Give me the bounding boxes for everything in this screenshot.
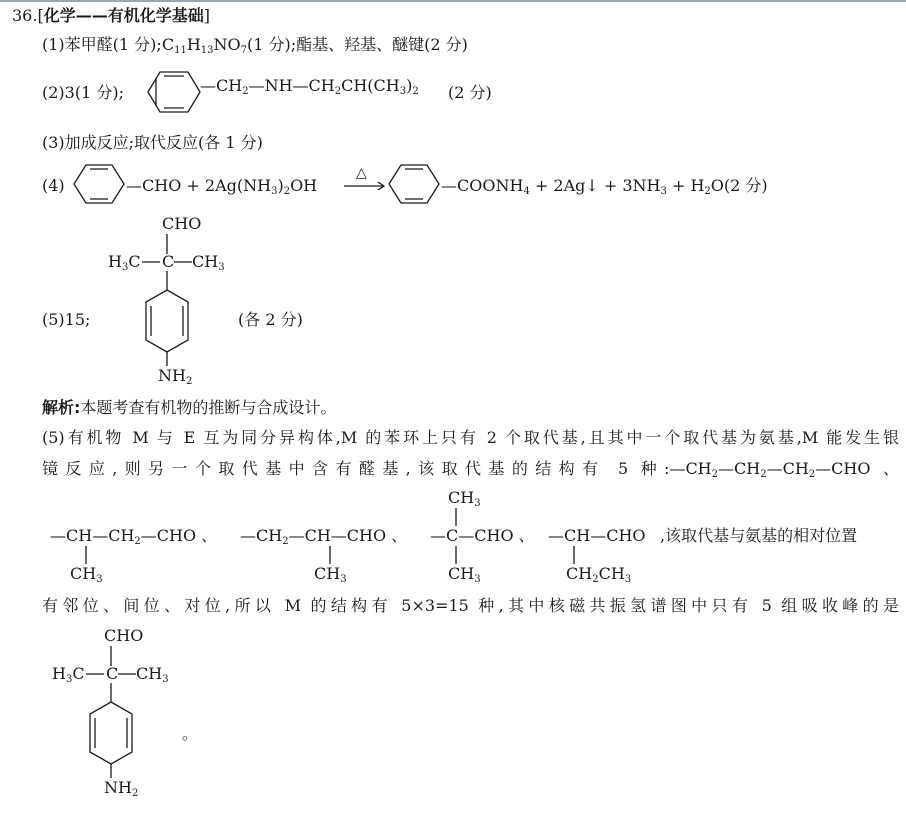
answer-1: (1)苯甲醛(1 分)$;C_{11}H_{13}NO_7(1$ 分);酯基、羟基、醚键(2 分) bbox=[42, 35, 468, 56]
heat-symbol: △ bbox=[356, 165, 367, 181]
analysis-p1-line2: 镜反应,则另一个取代基中含有醛基,该取代基的结构有 5 种$:—CH_2—CH_2—CH_2—CHO$ 、 bbox=[42, 459, 899, 480]
question-header: 36.[化学——有机化学基础] bbox=[12, 6, 210, 25]
substituent-4: —CH—CHO bbox=[548, 526, 646, 545]
final-period: 。 bbox=[182, 724, 199, 743]
final-left-group: $H_3C$ bbox=[52, 664, 85, 685]
answer-5-label: (5)15; bbox=[42, 310, 91, 329]
final-center-c: C bbox=[106, 664, 119, 683]
a5-top-group: CHO bbox=[162, 214, 202, 233]
a5-center-c: C bbox=[162, 252, 175, 271]
analysis-intro: 解析:本题考查有机物的推断与合成设计。 bbox=[42, 398, 337, 417]
substituent-3-top: $CH_3$ bbox=[448, 488, 481, 509]
substituent-2-branch: $CH_3$ bbox=[314, 564, 347, 585]
answer-4-label: (4) bbox=[42, 176, 65, 195]
substituent-1: $—CH—CH_2—CHO$ 、 bbox=[50, 526, 218, 547]
answer-5-score: (各 2 分) bbox=[238, 310, 303, 329]
analysis-label: 解析: bbox=[42, 398, 81, 417]
a5-left-group: $H_3C$ bbox=[108, 252, 141, 273]
answer-3: (3)加成反应;取代反应(各 1 分) bbox=[42, 133, 263, 152]
substituent-4-branch: $CH_2CH_3$ bbox=[566, 564, 632, 585]
analysis-p1-line1: (5)有机物 M 与 E 互为同分异构体,M 的苯环上只有 2 个取代基,且其中一个取代基为氨基,M 能发生银 bbox=[42, 428, 899, 447]
substituent-1-branch: $CH_3$ bbox=[70, 564, 103, 585]
answer-2-chain: $—CH_2—NH—CH_2CH(CH_3)_2$ bbox=[200, 76, 419, 97]
final-top-group: CHO bbox=[104, 626, 144, 645]
question-title: 化学——有机化学基础 bbox=[43, 6, 204, 25]
a5-right-group: $CH_3$ bbox=[192, 252, 225, 273]
a5-bottom-group: $NH_2$ bbox=[158, 366, 193, 387]
answer-2-prefix: (2)3(1 分); bbox=[42, 83, 124, 102]
final-bottom-group: $NH_2$ bbox=[104, 778, 139, 799]
substituent-tail: ,该取代基与氨基的相对位置 bbox=[660, 526, 858, 545]
substituent-3-branch: $CH_3$ bbox=[448, 564, 481, 585]
substituent-3: —C—CHO 、 bbox=[430, 526, 535, 545]
question-number: 36. bbox=[12, 6, 38, 25]
answer-2-score: (2 分) bbox=[448, 83, 492, 102]
answer-4-product: $—COONH_4$ + 2Ag↓ + $3NH_3 + H_2O(2$ 分) bbox=[441, 176, 768, 197]
substituent-2: $—CH_2—CH—CHO$ 、 bbox=[240, 526, 408, 547]
final-right-group: $CH_3$ bbox=[136, 664, 169, 685]
analysis-p2: 有邻位、间位、对位,所以 M 的结构有 5×3=15 种,其中核磁共振氢谱图中只有 5 组吸收峰的是 bbox=[42, 596, 899, 615]
answer-4-reactant: —CHO + $2Ag(NH_3)_2OH$ bbox=[126, 176, 318, 197]
